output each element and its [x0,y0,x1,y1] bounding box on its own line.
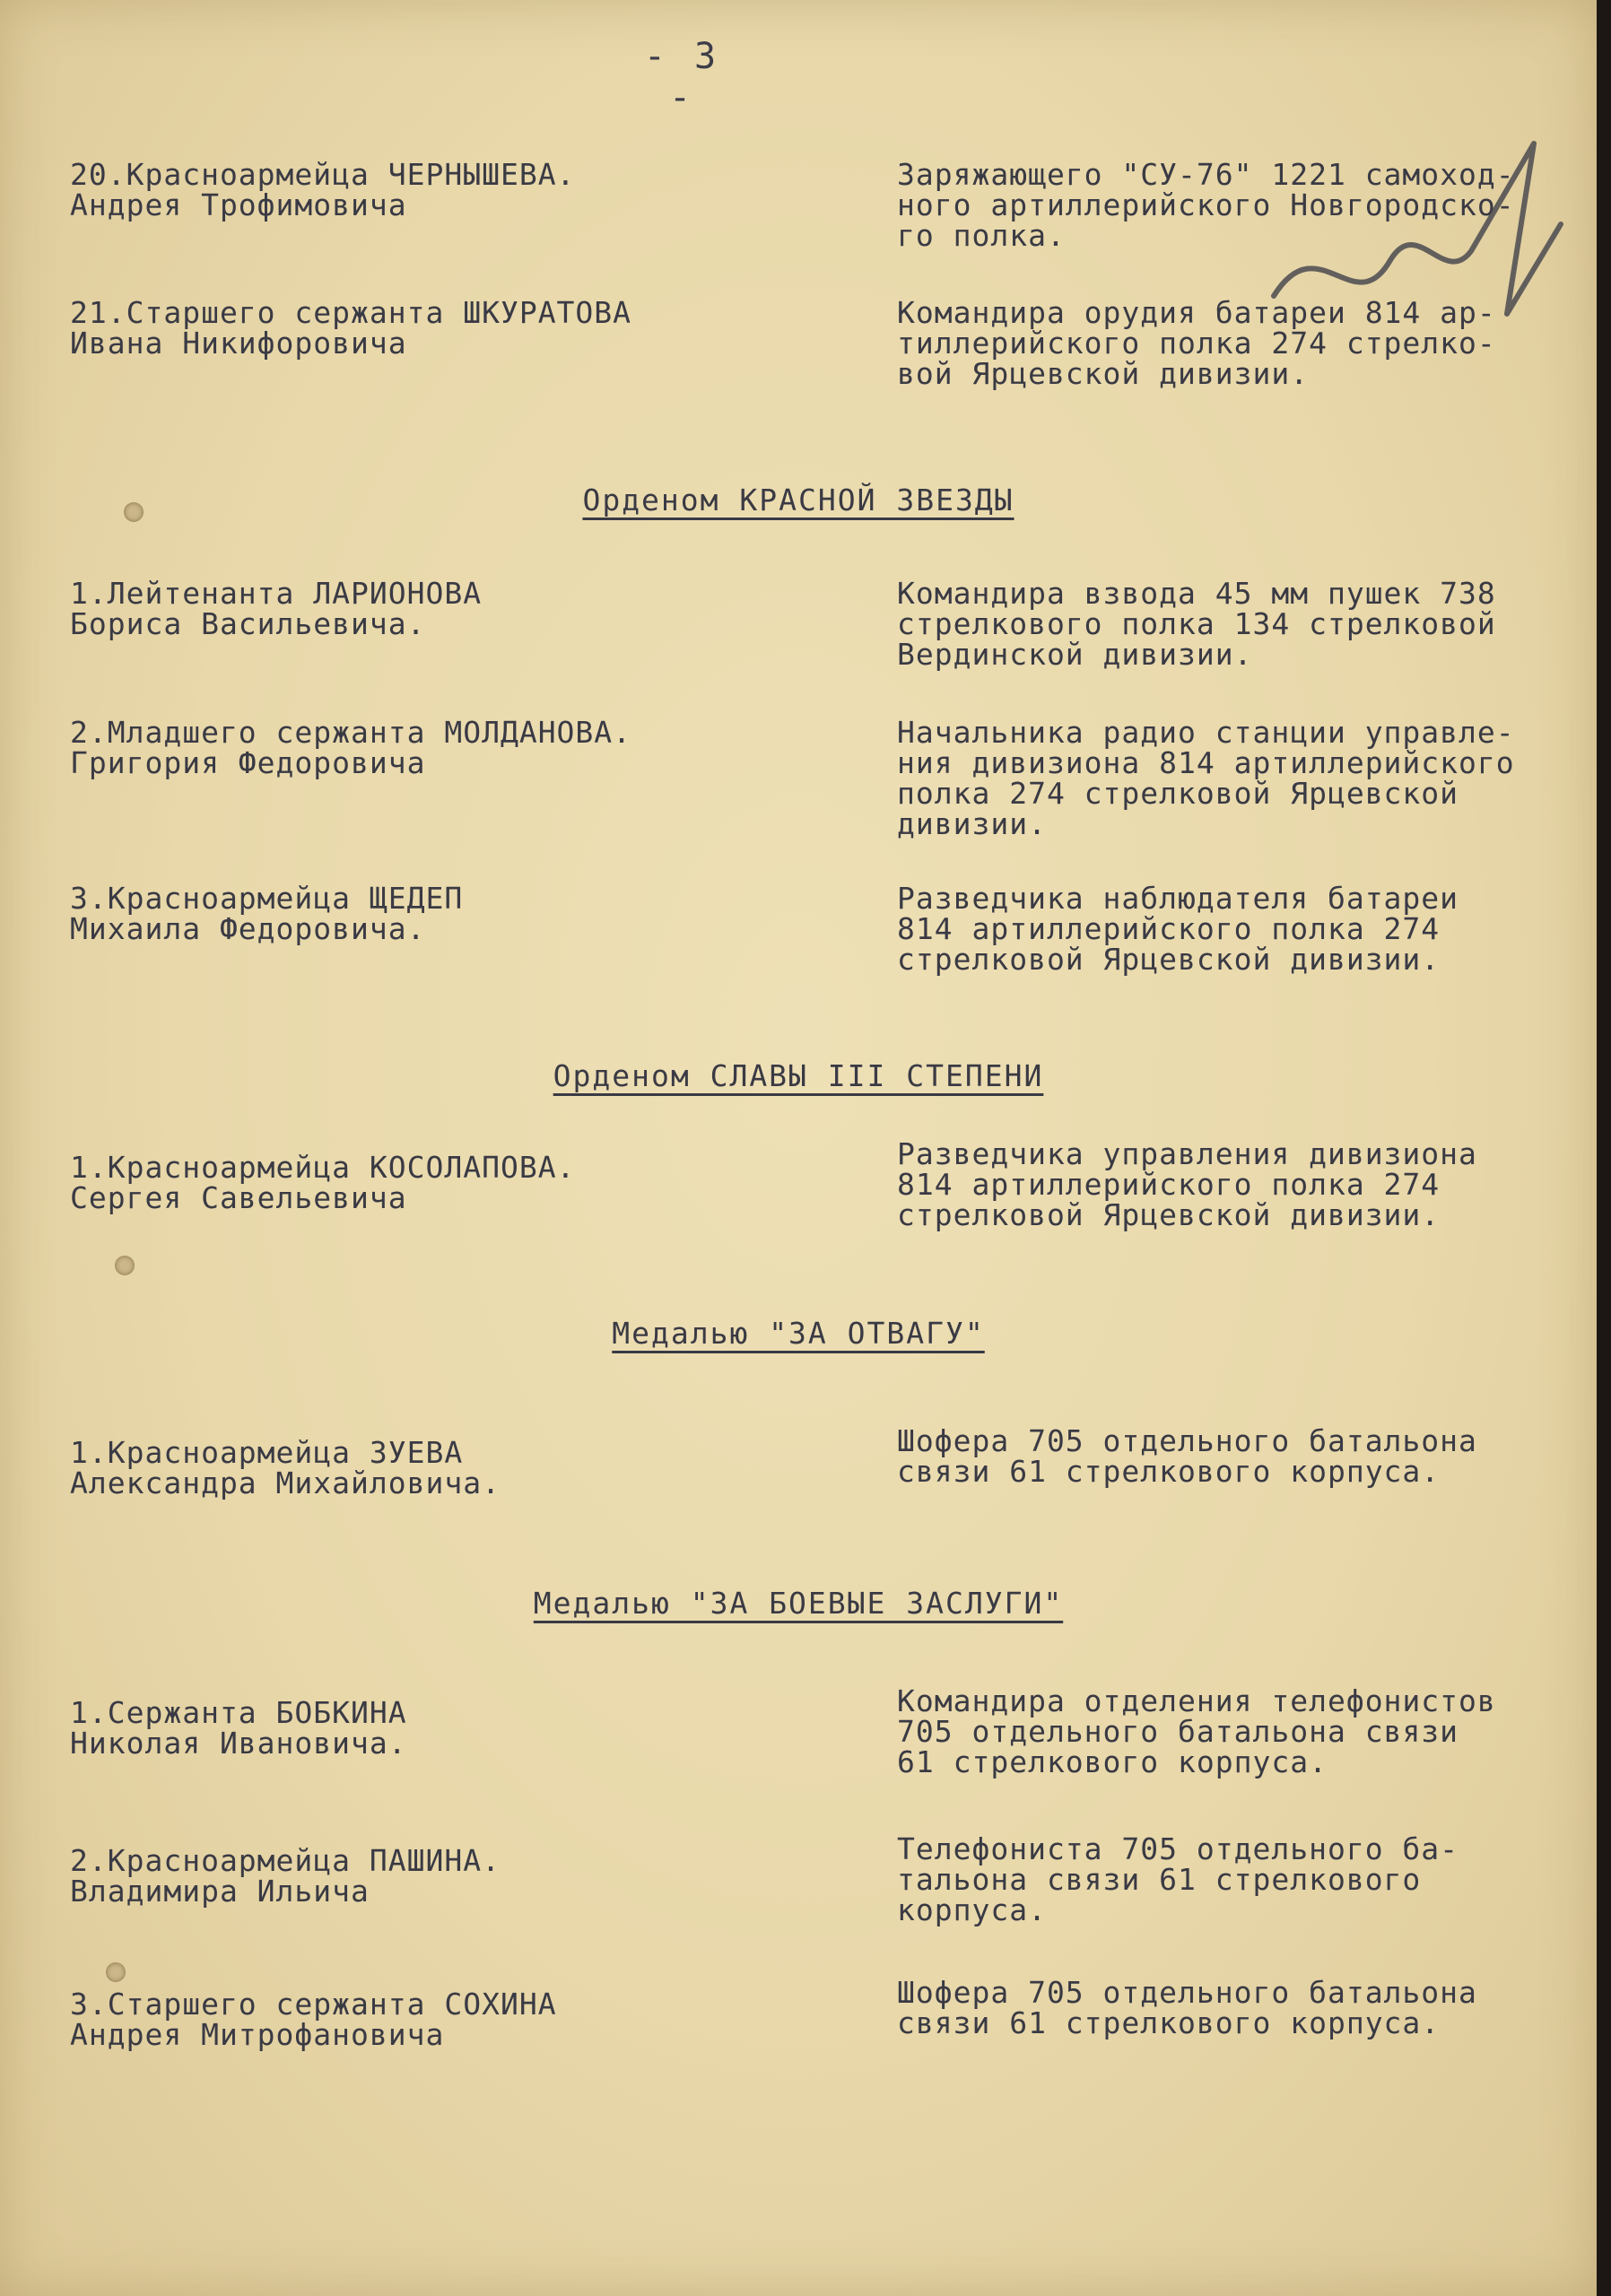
award-heading [0,1586,1597,1621]
award-recipient-position: Начальника радио станции управле- ния дивизиона 814 артиллерийского полка 274 стрелковой Ярцевской дивизии. [897,715,1515,841]
award-recipient-name: 3.Старшего сержанта СОХИНА Андрея Митрофановича [70,1987,557,2052]
award-heading [0,1316,1597,1351]
award-recipient-name: 1.Лейтенанта ЛАРИОНОВА Бориса Васильевича. [70,576,483,641]
page-number: - 3 - [643,36,720,118]
award-heading [0,483,1597,517]
page-edge-shadow [1597,0,1611,2296]
punch-hole-mark [124,502,144,522]
award-recipient-name: 1.Сержанта БОБКИНА Николая Ивановича. [70,1695,407,1761]
award-recipient-position: Шофера 705 отдельного батальона связи 61 стрелкового корпуса. [897,1423,1477,1489]
handwritten-mark [1238,117,1579,422]
award-heading-text: Орденом КРАСНОЙ ЗВЕЗДЫ [582,483,1014,517]
award-recipient-position: Разведчика наблюдателя батареи 814 артиллерийского полка 274 стрелковой Ярцевской дивизии. [897,881,1459,977]
award-recipient-name: 3.Красноармейца ЩЕДЕП Михаила Федоровича. [70,881,464,946]
award-recipient-position: Заряжающего "СУ-76" 1221 самоход- ного артиллерийского Новгородско- го полка. [897,157,1515,253]
award-recipient-name: 20.Красноармейца ЧЕРНЫШЕВА. Андрея Трофимовича [70,157,576,222]
award-recipient-position: Шофера 705 отдельного батальона связи 61 стрелкового корпуса. [897,1975,1477,2040]
award-heading-text: Медалью "ЗА БОЕВЫЕ ЗАСЛУГИ" [533,1586,1064,1621]
award-recipient-name: 1.Красноармейца КОСОЛАПОВА. Сергея Савельевича [70,1150,576,1215]
award-heading-text: Медалью "ЗА ОТВАГУ" [612,1316,985,1351]
award-recipient-position: Разведчика управления дивизиона 814 артиллерийского полка 274 стрелковой Ярцевской дивизии. [897,1136,1477,1232]
award-recipient-position: Командира орудия батареи 814 ар- тиллерийского полка 274 стрелко- вой Ярцевской дивизии. [897,295,1496,391]
award-recipient-name: 1.Красноармейца ЗУЕВА Александра Михайловича. [70,1435,501,1500]
award-heading-text: Орденом СЛАВЫ III СТЕПЕНИ [553,1058,1044,1093]
award-recipient-position: Командира взвода 45 мм пушек 738 стрелкового полка 134 стрелковой Вердинской дивизии. [897,576,1496,672]
award-recipient-name: 21.Старшего сержанта ШКУРАТОВА Ивана Никифоровича [70,295,632,361]
award-recipient-position: Телефониста 705 отдельного ба- тальона связи 61 стрелкового корпуса. [897,1831,1459,1927]
punch-hole-mark [115,1256,135,1275]
award-heading [0,1058,1597,1093]
award-recipient-name: 2.Младшего сержанта МОЛДАНОВА. Григория Федоровича [70,715,632,780]
award-recipient-name: 2.Красноармейца ПАШИНА. Владимира Ильича [70,1843,501,1909]
punch-hole-mark [106,1962,126,1982]
award-recipient-position: Командира отделения телефонистов 705 отдельного батальона связи 61 стрелкового корпуса. [897,1683,1496,1779]
